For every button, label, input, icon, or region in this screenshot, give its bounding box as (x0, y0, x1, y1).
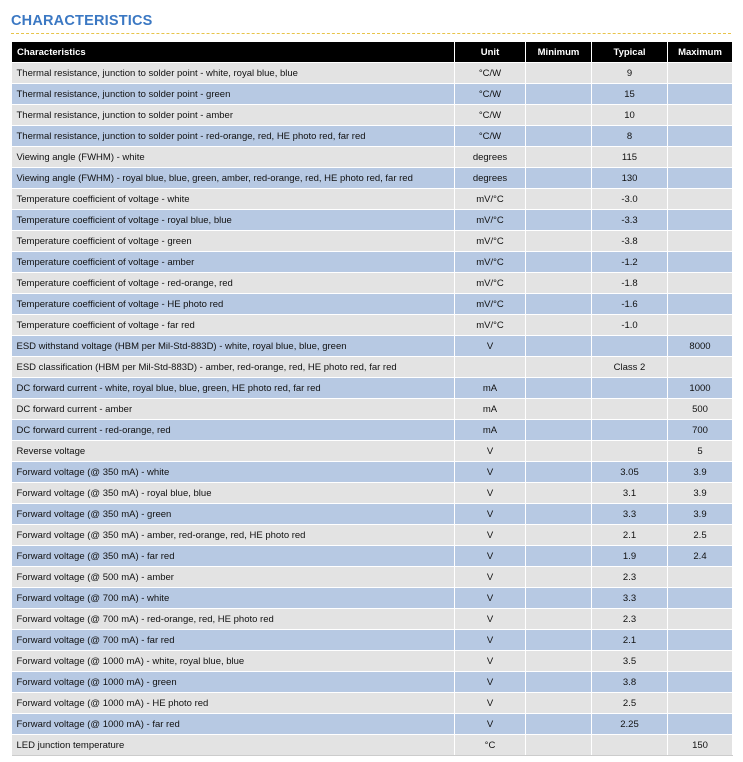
row-characteristic: Forward voltage (@ 500 mA) - amber (12, 567, 455, 588)
row-characteristic: Reverse voltage (12, 441, 455, 462)
row-characteristic: Thermal resistance, junction to solder point - amber (12, 105, 455, 126)
row-characteristic: Forward voltage (@ 1000 mA) - green (12, 672, 455, 693)
header-maximum: Maximum (668, 42, 733, 63)
row-unit: °C/W (455, 126, 526, 147)
row-typical: 3.1 (592, 483, 668, 504)
row-characteristic: DC forward current - white, royal blue, blue, green, HE photo red, far red (12, 378, 455, 399)
row-unit: V (455, 441, 526, 462)
row-unit: V (455, 714, 526, 735)
row-typical: 2.5 (592, 693, 668, 714)
row-typical: -3.8 (592, 231, 668, 252)
table-row (12, 399, 733, 420)
row-maximum: 1000 (668, 378, 733, 399)
row-maximum (668, 168, 733, 189)
row-minimum (526, 567, 592, 588)
row-typical (592, 336, 668, 357)
row-characteristic: Forward voltage (@ 1000 mA) - far red (12, 714, 455, 735)
row-typical: 3.3 (592, 588, 668, 609)
row-maximum (668, 252, 733, 273)
row-typical: -1.2 (592, 252, 668, 273)
row-typical: 130 (592, 168, 668, 189)
row-unit: V (455, 462, 526, 483)
row-minimum (526, 126, 592, 147)
row-typical (592, 441, 668, 462)
row-characteristic: Forward voltage (@ 350 mA) - green (12, 504, 455, 525)
row-unit: mV/°C (455, 273, 526, 294)
table-row (12, 441, 733, 462)
row-minimum (526, 546, 592, 567)
row-maximum: 5 (668, 441, 733, 462)
row-characteristic: Forward voltage (@ 700 mA) - white (12, 588, 455, 609)
row-typical (592, 399, 668, 420)
section-title: CHARACTERISTICS (11, 13, 153, 29)
row-unit: mA (455, 378, 526, 399)
row-typical: 115 (592, 147, 668, 168)
row-typical (592, 420, 668, 441)
row-typical: -3.3 (592, 210, 668, 231)
table-row (12, 315, 733, 336)
row-minimum (526, 63, 592, 84)
row-minimum (526, 462, 592, 483)
table-row (12, 735, 733, 756)
row-characteristic: Forward voltage (@ 350 mA) - white (12, 462, 455, 483)
row-unit: V (455, 630, 526, 651)
row-unit: mV/°C (455, 294, 526, 315)
table-row (12, 294, 733, 315)
row-unit: V (455, 525, 526, 546)
row-maximum (668, 714, 733, 735)
table-row (12, 420, 733, 441)
row-unit: °C/W (455, 84, 526, 105)
row-minimum (526, 273, 592, 294)
table-row (12, 357, 733, 378)
header-unit: Unit (455, 42, 526, 63)
table-header-row (12, 42, 733, 63)
table-row (12, 147, 733, 168)
row-characteristic: Forward voltage (@ 1000 mA) - HE photo red (12, 693, 455, 714)
row-unit: °C/W (455, 63, 526, 84)
row-minimum (526, 504, 592, 525)
row-minimum (526, 168, 592, 189)
row-unit: degrees (455, 168, 526, 189)
row-maximum (668, 672, 733, 693)
row-characteristic: LED junction temperature (12, 735, 455, 756)
row-minimum (526, 189, 592, 210)
row-characteristic: Thermal resistance, junction to solder point - white, royal blue, blue (12, 63, 455, 84)
row-characteristic: DC forward current - red-orange, red (12, 420, 455, 441)
row-characteristic: ESD withstand voltage (HBM per Mil-Std-883D) - white, royal blue, blue, green (12, 336, 455, 357)
table-row (12, 252, 733, 273)
row-typical: 2.1 (592, 525, 668, 546)
row-characteristic: Thermal resistance, junction to solder point - green (12, 84, 455, 105)
row-unit: V (455, 504, 526, 525)
row-unit: V (455, 609, 526, 630)
row-minimum (526, 735, 592, 756)
row-maximum: 2.4 (668, 546, 733, 567)
row-maximum: 500 (668, 399, 733, 420)
table-row (12, 714, 733, 735)
table-row (12, 273, 733, 294)
row-maximum: 8000 (668, 336, 733, 357)
row-minimum (526, 693, 592, 714)
table-row (12, 504, 733, 525)
table-row (12, 210, 733, 231)
row-typical: 8 (592, 126, 668, 147)
row-characteristic: Temperature coefficient of voltage - amber (12, 252, 455, 273)
table-row (12, 189, 733, 210)
row-maximum (668, 588, 733, 609)
characteristics-table (11, 41, 733, 756)
row-minimum (526, 441, 592, 462)
row-unit: V (455, 483, 526, 504)
row-maximum (668, 147, 733, 168)
row-minimum (526, 630, 592, 651)
table-body (12, 63, 733, 756)
row-minimum (526, 357, 592, 378)
row-minimum (526, 588, 592, 609)
row-characteristic: Temperature coefficient of voltage - HE photo red (12, 294, 455, 315)
row-unit: mV/°C (455, 210, 526, 231)
row-typical: 2.3 (592, 567, 668, 588)
row-minimum (526, 672, 592, 693)
row-maximum (668, 126, 733, 147)
table-row (12, 378, 733, 399)
row-typical: -1.8 (592, 273, 668, 294)
table-row (12, 483, 733, 504)
row-maximum (668, 84, 733, 105)
row-minimum (526, 252, 592, 273)
row-maximum: 2.5 (668, 525, 733, 546)
row-unit: °C/W (455, 105, 526, 126)
row-maximum (668, 651, 733, 672)
row-typical: 3.8 (592, 672, 668, 693)
row-characteristic: Viewing angle (FWHM) - white (12, 147, 455, 168)
table-row (12, 63, 733, 84)
row-maximum: 3.9 (668, 504, 733, 525)
row-minimum (526, 231, 592, 252)
row-maximum: 150 (668, 735, 733, 756)
row-characteristic: Thermal resistance, junction to solder point - red-orange, red, HE photo red, far red (12, 126, 455, 147)
row-typical: 2.3 (592, 609, 668, 630)
row-minimum (526, 294, 592, 315)
row-characteristic: Forward voltage (@ 350 mA) - far red (12, 546, 455, 567)
table-row (12, 546, 733, 567)
row-typical: -3.0 (592, 189, 668, 210)
row-minimum (526, 378, 592, 399)
row-maximum (668, 189, 733, 210)
row-unit: V (455, 567, 526, 588)
row-typical: 2.1 (592, 630, 668, 651)
table-row (12, 336, 733, 357)
row-maximum (668, 609, 733, 630)
row-minimum (526, 315, 592, 336)
header-characteristics: Characteristics (12, 42, 455, 63)
row-typical (592, 378, 668, 399)
table-row (12, 609, 733, 630)
row-minimum (526, 420, 592, 441)
table-row (12, 126, 733, 147)
row-minimum (526, 651, 592, 672)
table-row (12, 630, 733, 651)
row-unit: mV/°C (455, 231, 526, 252)
row-characteristic: DC forward current - amber (12, 399, 455, 420)
row-typical: -1.0 (592, 315, 668, 336)
row-minimum (526, 525, 592, 546)
row-maximum (668, 630, 733, 651)
table-row (12, 231, 733, 252)
row-maximum (668, 567, 733, 588)
row-maximum (668, 315, 733, 336)
table-row (12, 651, 733, 672)
row-minimum (526, 609, 592, 630)
row-characteristic: Forward voltage (@ 350 mA) - royal blue, blue (12, 483, 455, 504)
row-minimum (526, 147, 592, 168)
row-maximum (668, 294, 733, 315)
row-minimum (526, 483, 592, 504)
row-unit: V (455, 651, 526, 672)
table-row (12, 588, 733, 609)
row-minimum (526, 105, 592, 126)
row-unit: mV/°C (455, 315, 526, 336)
row-minimum (526, 336, 592, 357)
row-characteristic: Temperature coefficient of voltage - red-orange, red (12, 273, 455, 294)
row-typical: 10 (592, 105, 668, 126)
row-characteristic: ESD classification (HBM per Mil-Std-883D) - amber, red-orange, red, HE photo red, far red (12, 357, 455, 378)
table-row (12, 672, 733, 693)
table-row (12, 105, 733, 126)
title-divider (11, 33, 731, 34)
row-maximum (668, 231, 733, 252)
row-maximum: 700 (668, 420, 733, 441)
row-characteristic: Temperature coefficient of voltage - white (12, 189, 455, 210)
table-row (12, 693, 733, 714)
row-typical: -1.6 (592, 294, 668, 315)
row-typical: 3.05 (592, 462, 668, 483)
row-minimum (526, 714, 592, 735)
row-characteristic: Temperature coefficient of voltage - green (12, 231, 455, 252)
table-row (12, 168, 733, 189)
row-characteristic: Viewing angle (FWHM) - royal blue, blue, green, amber, red-orange, red, HE photo red, far red (12, 168, 455, 189)
row-characteristic: Temperature coefficient of voltage - royal blue, blue (12, 210, 455, 231)
row-characteristic: Temperature coefficient of voltage - far red (12, 315, 455, 336)
row-unit: V (455, 693, 526, 714)
row-unit: degrees (455, 147, 526, 168)
table-row (12, 462, 733, 483)
header-minimum: Minimum (526, 42, 592, 63)
row-typical: 9 (592, 63, 668, 84)
row-characteristic: Forward voltage (@ 700 mA) - far red (12, 630, 455, 651)
row-maximum (668, 273, 733, 294)
row-minimum (526, 210, 592, 231)
row-typical: Class 2 (592, 357, 668, 378)
row-unit: °C (455, 735, 526, 756)
row-unit: mV/°C (455, 189, 526, 210)
row-minimum (526, 399, 592, 420)
row-typical: 15 (592, 84, 668, 105)
header-typical: Typical (592, 42, 668, 63)
row-typical (592, 735, 668, 756)
table-row (12, 525, 733, 546)
row-maximum (668, 210, 733, 231)
row-maximum: 3.9 (668, 483, 733, 504)
row-unit: V (455, 546, 526, 567)
row-maximum (668, 105, 733, 126)
table-row (12, 567, 733, 588)
row-unit: mA (455, 399, 526, 420)
row-minimum (526, 84, 592, 105)
row-unit: V (455, 672, 526, 693)
table-row (12, 84, 733, 105)
row-unit: V (455, 588, 526, 609)
row-typical: 1.9 (592, 546, 668, 567)
row-maximum (668, 693, 733, 714)
row-maximum (668, 63, 733, 84)
row-unit: mA (455, 420, 526, 441)
row-unit: V (455, 336, 526, 357)
row-maximum (668, 357, 733, 378)
row-maximum: 3.9 (668, 462, 733, 483)
row-unit: mV/°C (455, 252, 526, 273)
row-typical: 3.3 (592, 504, 668, 525)
row-typical: 2.25 (592, 714, 668, 735)
row-characteristic: Forward voltage (@ 350 mA) - amber, red-orange, red, HE photo red (12, 525, 455, 546)
row-characteristic: Forward voltage (@ 700 mA) - red-orange, red, HE photo red (12, 609, 455, 630)
row-unit (455, 357, 526, 378)
row-characteristic: Forward voltage (@ 1000 mA) - white, royal blue, blue (12, 651, 455, 672)
row-typical: 3.5 (592, 651, 668, 672)
